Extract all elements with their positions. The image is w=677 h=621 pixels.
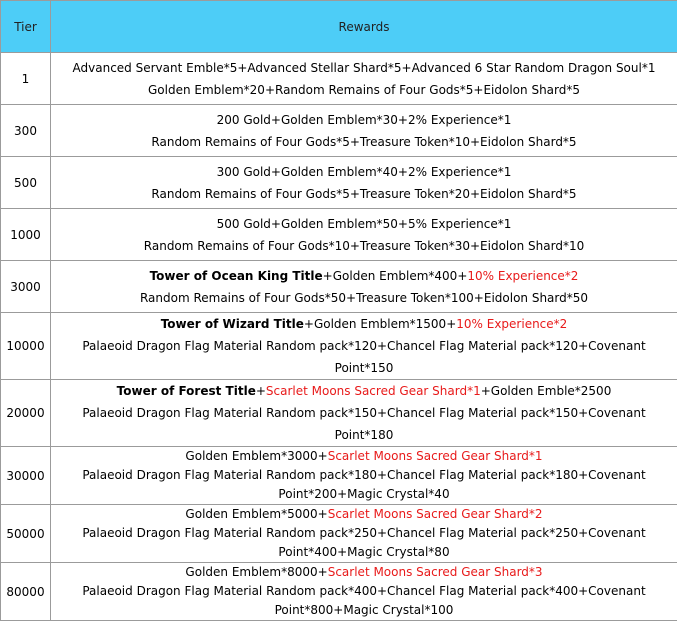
reward-line bbox=[53, 213, 675, 235]
reward-text: 500 Gold+Golden Emblem*50+5% Experience*1 bbox=[217, 217, 512, 231]
rewards-cell bbox=[51, 380, 677, 447]
tier-cell: 20000 bbox=[1, 380, 51, 447]
highlighted-reward: 10% Experience*2 bbox=[456, 317, 567, 331]
tier-cell: 50000 bbox=[1, 505, 51, 563]
title-reward: Tower of Ocean King Title bbox=[150, 269, 323, 283]
reward-text: +Golden Emblem*1500+ bbox=[304, 317, 456, 331]
tier-cell: 1 bbox=[1, 53, 51, 105]
reward-text: Golden Emblem*8000+ bbox=[185, 565, 327, 579]
rewards-cell bbox=[51, 313, 677, 380]
reward-line bbox=[53, 265, 675, 287]
reward-line: Random Remains of Four Gods*50+Treasure Token*100+Eidolon Shard*50 bbox=[53, 287, 675, 309]
reward-line bbox=[53, 447, 675, 466]
tier-cell: 3000 bbox=[1, 261, 51, 313]
tier-cell: 10000 bbox=[1, 313, 51, 380]
reward-line bbox=[53, 57, 675, 79]
reward-line bbox=[53, 161, 675, 183]
rewards-cell bbox=[51, 105, 677, 157]
reward-text: +Golden Emblem*400+ bbox=[323, 269, 468, 283]
reward-text: Golden Emblem*3000+ bbox=[185, 449, 327, 463]
table-row bbox=[1, 563, 677, 621]
table-row bbox=[1, 447, 677, 505]
table-row bbox=[1, 261, 677, 313]
reward-line bbox=[53, 313, 675, 335]
reward-line bbox=[53, 563, 675, 582]
reward-line: Point*800+Magic Crystal*100 bbox=[53, 601, 675, 620]
reward-line: Point*200+Magic Crystal*40 bbox=[53, 485, 675, 504]
reward-line: Palaeoid Dragon Flag Material Random pack*150+Chancel Flag Material pack*150+Covenant Point*180 bbox=[53, 402, 675, 446]
tier-column-header: Tier bbox=[1, 1, 51, 53]
highlighted-reward: Scarlet Moons Sacred Gear Shard*1 bbox=[328, 449, 543, 463]
rewards-cell bbox=[51, 563, 677, 621]
tier-cell: 30000 bbox=[1, 447, 51, 505]
reward-line: Random Remains of Four Gods*5+Treasure Token*20+Eidolon Shard*5 bbox=[53, 183, 675, 205]
table-row bbox=[1, 209, 677, 261]
tier-cell: 300 bbox=[1, 105, 51, 157]
table-row bbox=[1, 505, 677, 563]
table-row bbox=[1, 53, 677, 105]
title-reward: Tower of Forest Title bbox=[117, 384, 256, 398]
table-row bbox=[1, 380, 677, 447]
rewards-cell bbox=[51, 261, 677, 313]
title-reward: Tower of Wizard Title bbox=[161, 317, 304, 331]
tier-cell: 80000 bbox=[1, 563, 51, 621]
highlighted-reward: Scarlet Moons Sacred Gear Shard*2 bbox=[328, 507, 543, 521]
table-row bbox=[1, 313, 677, 380]
reward-line: Palaeoid Dragon Flag Material Random pack*180+Chancel Flag Material pack*180+Covenant bbox=[53, 466, 675, 485]
reward-line: Point*400+Magic Crystal*80 bbox=[53, 543, 675, 562]
reward-line: Golden Emblem*20+Random Remains of Four Gods*5+Eidolon Shard*5 bbox=[53, 79, 675, 101]
reward-text: +Golden Emble*2500 bbox=[481, 384, 612, 398]
reward-text: 200 Gold+Golden Emblem*30+2% Experience*1 bbox=[217, 113, 512, 127]
highlighted-reward: Scarlet Moons Sacred Gear Shard*3 bbox=[328, 565, 543, 579]
reward-line bbox=[53, 109, 675, 131]
reward-text: Advanced Servant Emble*5+Advanced Stellar Shard*5+Advanced 6 Star Random Dragon Soul*1 bbox=[73, 61, 656, 75]
reward-line: Palaeoid Dragon Flag Material Random pack*120+Chancel Flag Material pack*120+Covenant Point*150 bbox=[53, 335, 675, 379]
reward-text: 300 Gold+Golden Emblem*40+2% Experience*1 bbox=[217, 165, 512, 179]
reward-line: Palaeoid Dragon Flag Material Random pack*250+Chancel Flag Material pack*250+Covenant bbox=[53, 524, 675, 543]
reward-line: Random Remains of Four Gods*5+Treasure Token*10+Eidolon Shard*5 bbox=[53, 131, 675, 153]
reward-line: Random Remains of Four Gods*10+Treasure Token*30+Eidolon Shard*10 bbox=[53, 235, 675, 257]
rewards-cell bbox=[51, 157, 677, 209]
table-row bbox=[1, 105, 677, 157]
tier-cell: 500 bbox=[1, 157, 51, 209]
highlighted-reward: Scarlet Moons Sacred Gear Shard*1 bbox=[266, 384, 481, 398]
table-header-row bbox=[1, 1, 677, 53]
reward-line bbox=[53, 505, 675, 524]
rewards-column-header: Rewards bbox=[51, 1, 677, 53]
reward-text: Golden Emblem*5000+ bbox=[185, 507, 327, 521]
rewards-cell bbox=[51, 447, 677, 505]
reward-line: Palaeoid Dragon Flag Material Random pack*400+Chancel Flag Material pack*400+Covenant bbox=[53, 582, 675, 601]
table-row bbox=[1, 157, 677, 209]
rewards-cell bbox=[51, 53, 677, 105]
reward-line bbox=[53, 380, 675, 402]
rewards-cell bbox=[51, 505, 677, 563]
tier-cell: 1000 bbox=[1, 209, 51, 261]
highlighted-reward: 10% Experience*2 bbox=[467, 269, 578, 283]
reward-text: + bbox=[256, 384, 266, 398]
rewards-cell bbox=[51, 209, 677, 261]
